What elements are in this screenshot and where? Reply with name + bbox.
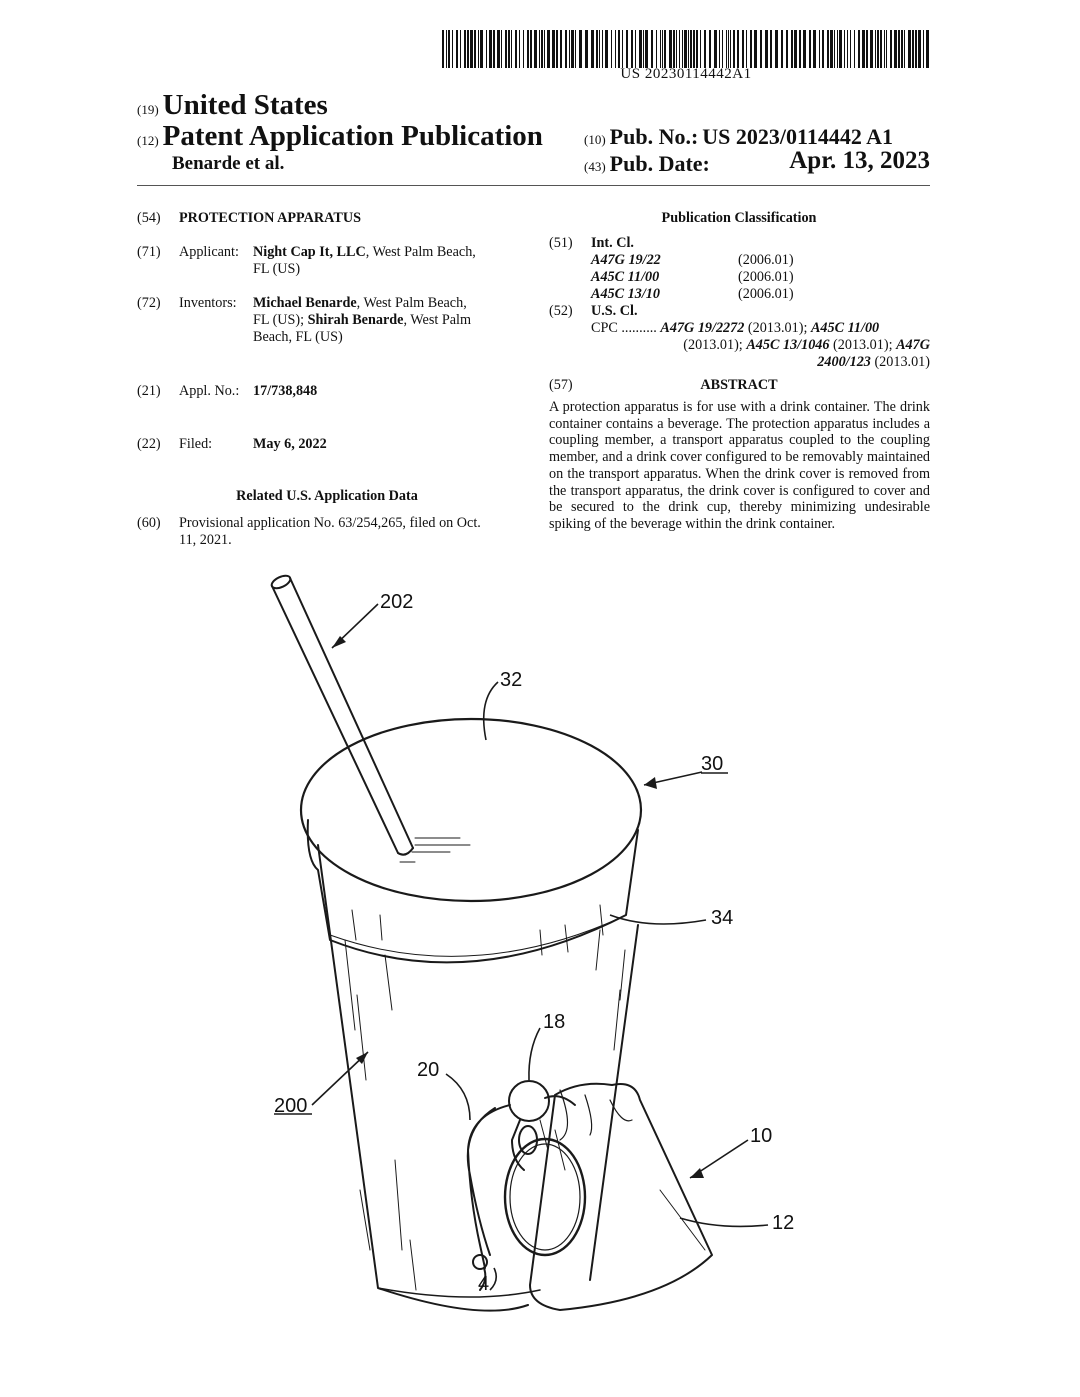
drink-cover-top — [301, 719, 641, 901]
label-band: 34 — [711, 907, 734, 929]
intcl-3-version: (2006.01) — [738, 286, 794, 302]
pub-date-label: Pub. Date: — [609, 151, 710, 176]
type-code: (12) — [137, 133, 159, 148]
cpc-line-2 — [683, 337, 930, 354]
label-ring: 4 — [478, 1273, 490, 1295]
label-apparatus: 10 — [750, 1125, 773, 1147]
inventors-short: Benarde et al. — [172, 153, 285, 174]
cpc-2: A45C 11/00 — [810, 320, 880, 336]
intcl-1: A47G 19/22 — [591, 252, 661, 268]
invention-title: PROTECTION APPARATUS — [179, 210, 361, 226]
filed-date: May 6, 2022 — [253, 436, 327, 452]
provisional-application — [179, 515, 529, 549]
cpc-2-version: (2013.01); — [683, 337, 747, 353]
label-pouch: 12 — [772, 1212, 795, 1234]
country: United States — [162, 89, 328, 121]
inventor2-location: , West Palm — [403, 312, 472, 328]
straw — [272, 578, 413, 853]
barcode-number: US 20230114442A1 — [620, 66, 752, 82]
drink-cover-skirt — [308, 820, 638, 962]
inventors-code: (72) — [137, 295, 161, 311]
provisional-line-2: 11, 2021. — [179, 532, 232, 548]
applicant-label: Applicant: — [179, 244, 239, 260]
label-cord: 20 — [417, 1059, 440, 1081]
uscl-code: (52) — [549, 303, 573, 319]
inventor1-location: , West Palm Beach, — [356, 295, 467, 311]
cpc-line-3 — [817, 354, 930, 371]
pub-class-title: Publication Classification — [661, 210, 817, 226]
header-divider — [137, 185, 930, 186]
inventor2-name: Shirah Benarde — [307, 312, 404, 328]
cpc-label: CPC .......... — [591, 320, 657, 336]
intcl-2-version: (2006.01) — [738, 269, 794, 285]
provisional-line-1: Provisional application No. 63/254,265, filed on Oct. — [179, 515, 481, 531]
label-bead: 18 — [543, 1011, 566, 1033]
publication-type: Patent Application Publication — [162, 120, 543, 152]
pub-no: US 2023/0114442 A1 — [702, 124, 893, 149]
related-data-title: Related U.S. Application Data — [236, 488, 418, 504]
pub-no-code: (10) — [584, 132, 606, 147]
applicant-location-2: FL (US) — [253, 261, 301, 277]
inventors — [253, 295, 523, 346]
straw-opening — [270, 573, 292, 591]
label-cover-top: 32 — [500, 669, 523, 691]
cpc-1-version: (2013.01); — [744, 320, 811, 336]
abstract-text: A protection apparatus is for use with a drink container. The drink container contains a beverage. The protection apparatus includes a coupling member, a transport apparatus coupled to the coupling member, and a drink cover configured to be removably maintained on the transport apparatus. When the drink cover is removed from the transport apparatus, the drink cover is configured to cover and be secured to the drink cup, thereby minimizing undesirable spiking of the beverage within the drink container. — [549, 399, 930, 532]
inventor1-country: FL (US); — [253, 312, 308, 328]
key-ring — [505, 1139, 585, 1255]
country-code: (19) — [137, 102, 159, 117]
applicant-name: Night Cap It, LLC — [253, 244, 366, 260]
cpc-4-version: (2013.01) — [870, 354, 930, 370]
provisional-code: (60) — [137, 515, 161, 531]
filed-label: Filed: — [179, 436, 213, 452]
pub-date-line — [584, 151, 710, 177]
inventor1-name: Michael Benarde — [253, 295, 357, 311]
abstract-title: ABSTRACT — [700, 377, 778, 393]
abstract-code: (57) — [549, 377, 573, 393]
cord — [468, 1105, 510, 1268]
filed-code: (22) — [137, 436, 161, 452]
country-line — [137, 89, 328, 122]
label-cup: 200 — [274, 1095, 308, 1117]
appl-code: (21) — [137, 383, 161, 399]
applicant — [253, 244, 523, 278]
intcl-code: (51) — [549, 235, 573, 251]
pub-no-label: Pub. No.: — [609, 124, 699, 149]
pub-date-code: (43) — [584, 159, 606, 174]
intcl-1-version: (2006.01) — [738, 252, 794, 268]
cpc-line-1 — [591, 320, 930, 337]
cpc-3-version: (2013.01); — [829, 337, 897, 353]
barcode — [442, 30, 930, 68]
inventors-label: Inventors: — [179, 295, 237, 311]
label-cover: 30 — [701, 753, 724, 775]
intcl-2: A45C 11/00 — [591, 269, 660, 285]
applicant-location: , West Palm Beach, — [365, 244, 476, 260]
intcl-label: Int. Cl. — [591, 235, 634, 251]
patent-drawing — [0, 560, 1080, 1340]
appl-label: Appl. No.: — [179, 383, 240, 399]
cpc-4-a: A47G — [896, 337, 930, 353]
inventor2-location-2: Beach, FL (US) — [253, 329, 343, 345]
appl-no: 17/738,848 — [253, 383, 318, 399]
pub-date: Apr. 13, 2023 — [789, 147, 930, 174]
label-straw: 202 — [380, 591, 414, 613]
applicant-code: (71) — [137, 244, 161, 260]
uscl-label: U.S. Cl. — [591, 303, 638, 319]
intcl-3: A45C 13/10 — [591, 286, 660, 302]
bead — [509, 1081, 549, 1121]
cpc-3: A45C 13/1046 — [746, 337, 830, 353]
cpc-4-b: 2400/123 — [817, 354, 871, 370]
publication-type-line — [137, 120, 543, 153]
cpc-1: A47G 19/2272 — [660, 320, 745, 336]
title-code: (54) — [137, 210, 161, 226]
